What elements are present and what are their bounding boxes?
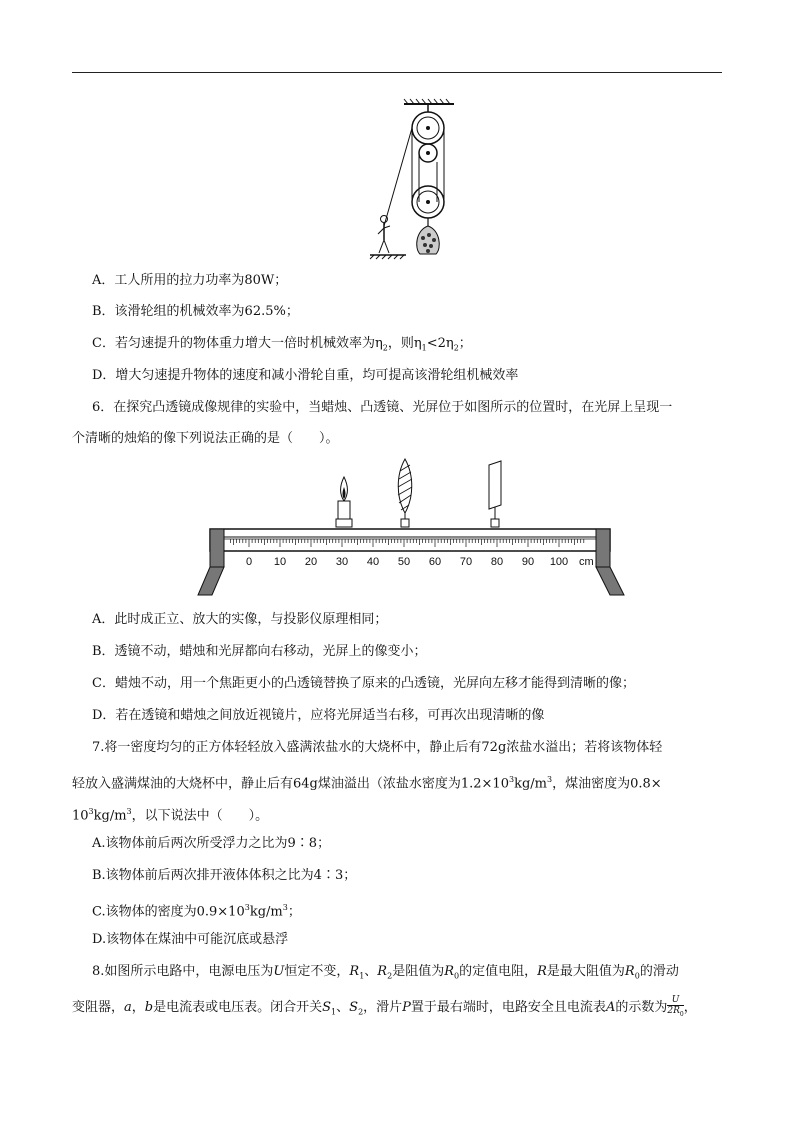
q6-stem: 6．在探究凸透镜成像规律的实验中，当蜡烛、凸透镜、光屏位于如图所示的位置时，在光屏上呈现一: [92, 400, 673, 415]
subscript: 2: [387, 971, 393, 981]
q8-stem: [92, 963, 752, 986]
superscript: 3: [126, 807, 132, 816]
fraction-numerator: U: [667, 995, 683, 1006]
q7-stem: [72, 771, 732, 793]
ruler-tick-label: 40: [366, 556, 380, 568]
q5-option-b: B．该滑轮组的机械效率为62.5%；: [92, 304, 299, 319]
subscript: 0: [679, 1010, 684, 1018]
pulley-figure: [368, 98, 458, 260]
math-var: b: [144, 999, 154, 1015]
q7-stem-text: ，煤油密度为0.8×: [552, 776, 662, 792]
ruler-unit-label: cm: [579, 556, 594, 568]
q7-stem-text: kg/m: [514, 776, 547, 792]
superscript: 3: [244, 903, 250, 912]
q8-text: 是电流表或电压表。闭合开关: [153, 999, 323, 1015]
math-var: R: [377, 964, 388, 979]
ruler-tick-label: 0: [245, 556, 253, 568]
q8-text: 置于最右端时，电路安全且电流表: [410, 999, 606, 1015]
math-var: 2R: [667, 1006, 680, 1016]
superscript: 3: [508, 775, 515, 784]
subscript: 1: [421, 343, 427, 353]
q7-option-c: [92, 899, 752, 921]
fraction: [667, 995, 683, 1020]
q7-option-b: B.该物体前后两次排开液体体积之比为4∶3；: [92, 868, 357, 883]
math-var: S: [322, 999, 332, 1015]
q7-option-c-text: C.该物体的密度为0.9×10: [92, 904, 245, 920]
superscript: 3: [88, 807, 94, 816]
ruler-tick-label: 50: [397, 556, 411, 568]
q8-text: ，: [683, 999, 697, 1015]
math-var: R: [444, 964, 454, 979]
q7-stem-text: 10: [72, 808, 89, 824]
ruler-tick-label: 60: [428, 556, 442, 568]
q7-stem-text: kg/m: [93, 808, 127, 824]
q8-text: 变阻器，: [72, 999, 125, 1015]
q7-option-a: A.该物体前后两次所受浮力之比为9∶8；: [92, 836, 331, 851]
ruler-tick-label: 30: [335, 556, 349, 568]
subscript: 1: [359, 971, 365, 981]
q7-stem-text: 轻放入盛满煤油的大烧杯中，静止后有64g煤油溢出（浓盐水密度为1.2×10: [72, 776, 509, 792]
ruler-tick-label: 10: [273, 556, 287, 568]
subscript: 1: [331, 1007, 337, 1017]
q6-option-a: A．此时成正立、放大的实像，与投影仪原理相同；: [92, 612, 388, 627]
q7-stem-text: ，以下说法中（ ）。: [131, 808, 269, 824]
subscript: 2: [453, 343, 459, 353]
subscript: 0: [454, 971, 460, 981]
ruler-tick-label: 20: [304, 556, 318, 568]
q8-text: 的示数为: [615, 999, 668, 1015]
q8-text: 、: [364, 964, 378, 979]
math-var: S: [349, 999, 359, 1015]
q5-option-c-text: C．若匀速提升的物体重力增大一倍时机械效率为η: [92, 336, 383, 351]
ruler-tick-label: 90: [521, 556, 535, 568]
math-var: R: [624, 964, 635, 979]
q6-option-d: D．若在透镜和蜡烛之间放近视镜片，应将光屏适当右移，可再次出现清晰的像: [92, 708, 545, 723]
math-var: R: [349, 964, 360, 979]
q7-option-d: D.该物体在煤油中可能沉底或悬浮: [92, 932, 289, 947]
ruler-tick-label: 80: [490, 556, 504, 568]
q8-text: 的定值电阻，: [459, 964, 538, 979]
q8-text: 的滑动: [639, 964, 679, 979]
subscript: 2: [382, 343, 388, 353]
q8-text: ，滑片: [363, 999, 403, 1015]
q7-stem: 7.将一密度均匀的正方体轻轻放入盛满浓盐水的大烧杯中，静止后有72g浓盐水溢出；若将该物体轻: [92, 740, 663, 755]
fraction-denominator: [667, 1006, 683, 1020]
math-var: A: [605, 999, 616, 1015]
subscript: 0: [634, 971, 640, 981]
q8-text: 8.如图所示电路中，电源电压为: [92, 964, 274, 979]
q6-option-b: B．透镜不动，蜡烛和光屏都向右移动，光屏上的像变小；: [92, 644, 427, 659]
q5-option-c-text: ，则η: [387, 336, 422, 351]
q6-option-c: C．蜡烛不动，用一个焦距更小的凸透镜替换了原来的凸透镜，光屏向左移才能得到清晰的像；: [92, 676, 635, 691]
q7-stem: [72, 803, 732, 825]
q8-text: 恒定不变，: [284, 964, 350, 979]
q6-stem: 个清晰的烛焰的像下列说法正确的是（ ）。: [72, 431, 339, 446]
q7-option-c-text: ；: [287, 904, 301, 920]
subscript: 2: [358, 1007, 364, 1017]
header-rule: [72, 72, 722, 73]
superscript: 3: [282, 903, 288, 912]
ruler-tick-label: 70: [459, 556, 473, 568]
superscript: 3: [546, 775, 553, 784]
q5-option-c: [92, 335, 752, 358]
q7-option-c-text: kg/m: [249, 904, 283, 920]
q5-option-c-text: ；: [458, 336, 472, 351]
math-var: R: [537, 964, 547, 979]
math-var: a: [124, 999, 132, 1015]
q8-text: 、: [336, 999, 350, 1015]
math-var: P: [402, 999, 411, 1015]
optical-bench-figure: [196, 455, 626, 600]
q5-option-a: A．工人所用的拉力功率为80W；: [92, 273, 288, 288]
math-var: U: [273, 964, 285, 979]
q8-text: 是最大阻值为: [546, 964, 625, 979]
q8-text: 是阻值为: [392, 964, 445, 979]
q5-option-c-text: <2η: [426, 336, 454, 351]
q5-option-d: D．增大匀速提升物体的速度和减小滑轮自重，均可提高该滑轮组机械效率: [92, 368, 519, 383]
q8-stem: [72, 995, 732, 1022]
ruler-tick-label: 100: [549, 556, 569, 568]
q8-text: ，: [131, 999, 145, 1015]
